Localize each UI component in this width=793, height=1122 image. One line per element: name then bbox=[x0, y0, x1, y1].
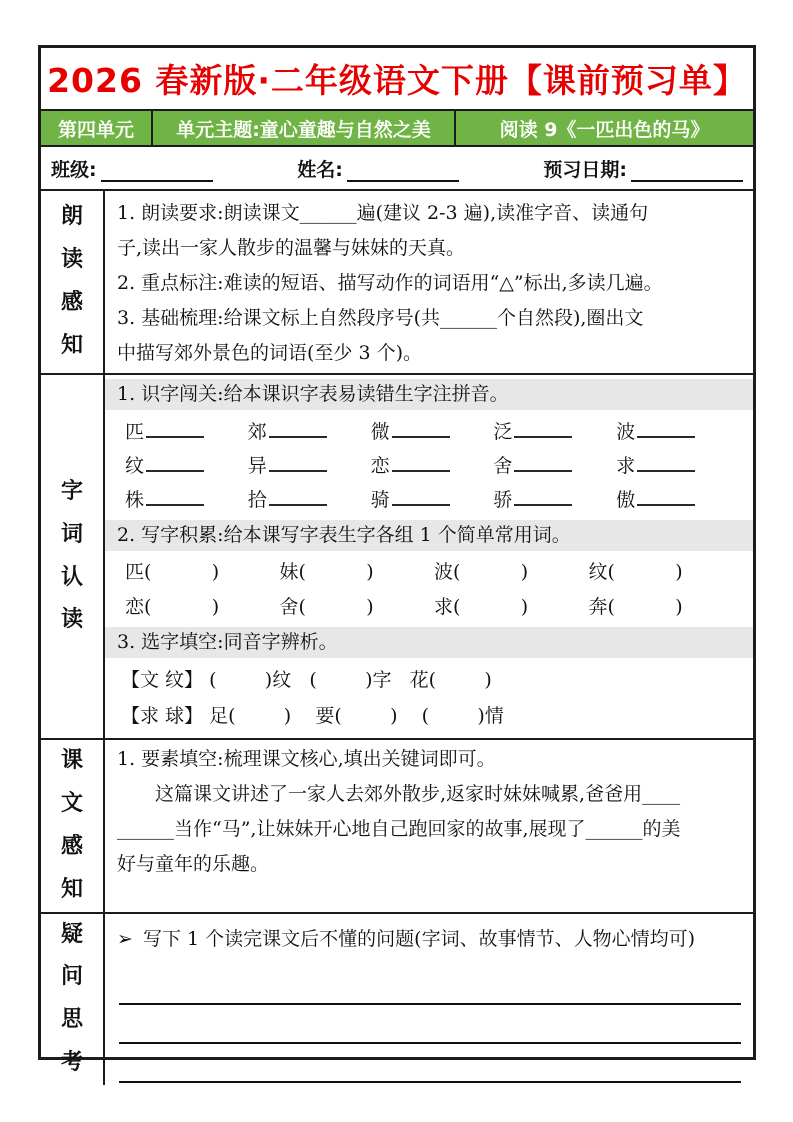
word-building-cell: 舍( ) bbox=[279, 596, 374, 618]
student-info-row bbox=[41, 147, 753, 189]
homophone-exercise bbox=[105, 660, 753, 736]
section-questions-label-cell bbox=[41, 914, 105, 1086]
character: 拾 bbox=[247, 489, 267, 511]
pinyin-exercise-cell bbox=[616, 415, 739, 449]
character: 恋 bbox=[370, 455, 390, 477]
section-questions-label: 疑问思考 bbox=[60, 921, 83, 1076]
pinyin-blank-line bbox=[637, 451, 695, 472]
date-label: 预习日期: bbox=[543, 158, 627, 181]
pinyin-exercise-cell bbox=[248, 415, 371, 449]
character: 波 bbox=[616, 421, 636, 443]
question-prompt: 写下 1 个读完课文后不懂的问题(字词、故事情节、人物心情均可) bbox=[143, 927, 695, 950]
pinyin-exercise-cell bbox=[493, 415, 616, 449]
page-title-row bbox=[41, 48, 753, 109]
page-title: 2026 春新版·二年级语文下册【课前预习单】 bbox=[47, 61, 747, 100]
section-reading-label-cell bbox=[41, 191, 105, 373]
character: 纹 bbox=[125, 455, 145, 477]
pinyin-blank-line bbox=[637, 485, 695, 506]
answer-blank-line bbox=[119, 1044, 741, 1083]
name-blank-line bbox=[347, 160, 459, 182]
pinyin-blank-line bbox=[269, 451, 327, 472]
word-building-grid bbox=[105, 553, 753, 627]
pinyin-blank-line bbox=[146, 451, 204, 472]
section-words-content bbox=[105, 375, 753, 738]
pinyin-exercise-cell bbox=[125, 483, 248, 517]
date-group bbox=[543, 155, 743, 182]
pinyin-exercise-cell bbox=[493, 449, 616, 483]
unit-theme-cell: 单元主题:童心童趣与自然之美 bbox=[151, 111, 454, 145]
pinyin-blank-line bbox=[637, 417, 695, 438]
word-building-cell: 妹( ) bbox=[279, 561, 374, 583]
comprehension-text-line: 这篇课文讲述了一家人去郊外散步,返家时妹妹喊累,爸爸用____ bbox=[117, 783, 681, 805]
comprehension-text-line: ______当作“马”,让妹妹开心地自己跑回家的故事,展现了______的美 bbox=[117, 818, 681, 840]
character: 舍 bbox=[493, 455, 513, 477]
word-building-cell: 求( ) bbox=[434, 596, 529, 618]
task1-heading: 1. 识字闯关:给本课识字表易读错生字注拼音。 bbox=[105, 379, 753, 410]
pinyin-blank-line bbox=[392, 417, 450, 438]
pinyin-blank-line bbox=[514, 485, 572, 506]
section-comprehension-content bbox=[105, 740, 753, 912]
answer-blank-line bbox=[119, 1005, 741, 1044]
character: 异 bbox=[247, 455, 267, 477]
pinyin-blank-line bbox=[269, 417, 327, 438]
name-group bbox=[297, 155, 459, 182]
unit-bar bbox=[41, 109, 753, 147]
pinyin-exercise-cell bbox=[248, 449, 371, 483]
reading-text-line: 2. 重点标注:难读的短语、描写动作的词语用“△”标出,多读几遍。 bbox=[117, 272, 663, 294]
class-group bbox=[51, 155, 213, 182]
worksheet-table bbox=[38, 45, 756, 1076]
class-blank-line bbox=[101, 160, 213, 182]
character: 郊 bbox=[247, 421, 267, 443]
lesson-title-cell: 阅读 9《一匹出色的马》 bbox=[454, 111, 753, 145]
pinyin-exercise-cell bbox=[125, 415, 248, 449]
word-building-cell: 纹( ) bbox=[588, 561, 683, 583]
reading-text-line: 1. 朗读要求:朗读课文______遍(建议 2-3 遍),读准字音、读通句 bbox=[117, 202, 649, 224]
arrow-bullet-icon: ➢ bbox=[117, 927, 133, 950]
reading-text-line: 子,读出一家人散步的温馨与妹妹的天真。 bbox=[117, 237, 466, 259]
pinyin-exercise-cell bbox=[371, 483, 494, 517]
pinyin-exercise-cell bbox=[371, 449, 494, 483]
pinyin-blank-line bbox=[392, 451, 450, 472]
character: 骑 bbox=[370, 489, 390, 511]
task2-heading: 2. 写字积累:给本课写字表生字各组 1 个简单常用词。 bbox=[105, 520, 753, 551]
section-words-label: 字词认读 bbox=[60, 478, 83, 633]
homophone-line: 【文 纹】 ( )纹 ( )字 花( ) bbox=[121, 669, 492, 691]
section-words bbox=[41, 373, 753, 738]
pinyin-blank-line bbox=[146, 485, 204, 506]
name-label: 姓名: bbox=[297, 158, 343, 181]
answer-blank-line bbox=[119, 966, 741, 1005]
pinyin-exercise-cell bbox=[125, 449, 248, 483]
section-words-label-cell bbox=[41, 375, 105, 738]
character: 株 bbox=[125, 489, 145, 511]
word-building-cell: 波( ) bbox=[434, 561, 529, 583]
character: 求 bbox=[616, 455, 636, 477]
section-comprehension bbox=[41, 738, 753, 912]
task3-heading: 3. 选字填空:同音字辨析。 bbox=[105, 627, 753, 658]
section-reading bbox=[41, 189, 753, 373]
comprehension-text-line: 1. 要素填空:梳理课文核心,填出关键词即可。 bbox=[117, 748, 496, 770]
character: 匹 bbox=[125, 421, 145, 443]
question-prompt-row bbox=[105, 914, 753, 956]
pinyin-blank-line bbox=[514, 417, 572, 438]
pinyin-blank-line bbox=[146, 417, 204, 438]
section-reading-label: 朗读感知 bbox=[60, 204, 83, 358]
section-questions-content bbox=[105, 914, 753, 1086]
pinyin-exercise-cell bbox=[493, 483, 616, 517]
pinyin-exercise-cell bbox=[616, 483, 739, 517]
word-building-cell: 奔( ) bbox=[588, 596, 683, 618]
section-reading-content bbox=[105, 191, 753, 373]
character: 骄 bbox=[493, 489, 513, 511]
pinyin-exercise-cell bbox=[616, 449, 739, 483]
word-building-cell: 匹( ) bbox=[125, 561, 220, 583]
section-questions bbox=[41, 912, 753, 1086]
comprehension-text-line: 好与童年的乐趣。 bbox=[117, 853, 270, 875]
homophone-line: 【求 球】 足( ) 要( ) ( )情 bbox=[121, 705, 504, 727]
class-label: 班级: bbox=[51, 158, 97, 181]
pinyin-exercise-cell bbox=[371, 415, 494, 449]
word-building-cell: 恋( ) bbox=[125, 596, 220, 618]
unit-number-cell: 第四单元 bbox=[57, 118, 134, 141]
pinyin-blank-line bbox=[269, 485, 327, 506]
reading-text-line: 3. 基础梳理:给课文标上自然段序号(共______个自然段),圈出文 bbox=[117, 307, 644, 329]
section-comprehension-label-cell bbox=[41, 740, 105, 912]
date-blank-line bbox=[631, 160, 743, 182]
section-comprehension-label: 课文感知 bbox=[60, 748, 83, 902]
pinyin-blank-line bbox=[514, 451, 572, 472]
pinyin-exercise-cell bbox=[248, 483, 371, 517]
reading-text-line: 中描写郊外景色的词语(至少 3 个)。 bbox=[117, 342, 422, 364]
answer-area bbox=[105, 956, 753, 1083]
character: 泛 bbox=[493, 421, 513, 443]
character: 微 bbox=[370, 421, 390, 443]
pinyin-blank-line bbox=[392, 485, 450, 506]
character: 傲 bbox=[616, 489, 636, 511]
pinyin-exercise-grid bbox=[105, 412, 753, 520]
